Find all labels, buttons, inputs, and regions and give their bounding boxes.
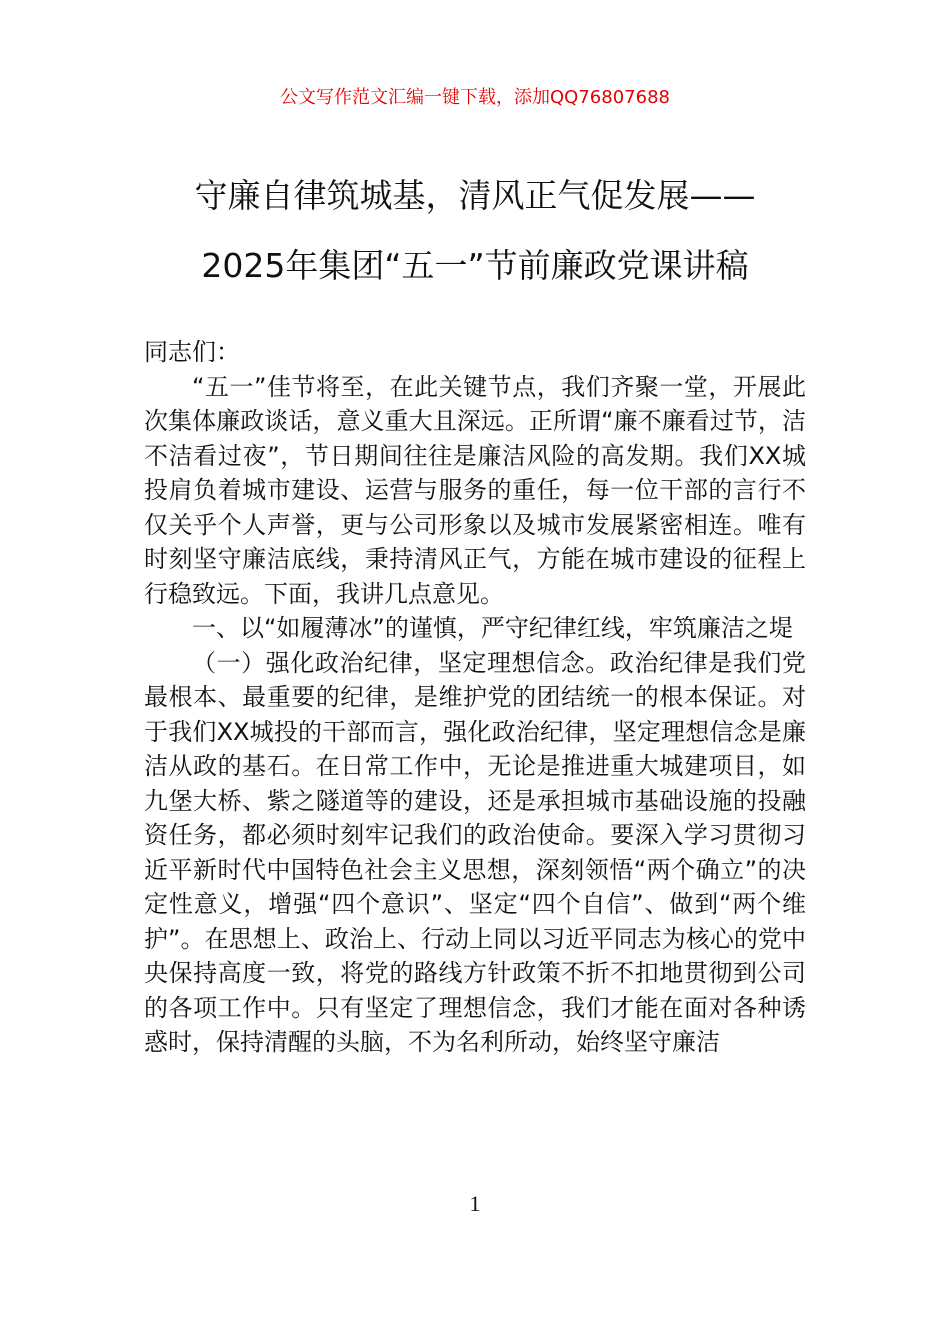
salutation: 同志们：: [144, 338, 240, 366]
header-download-note: 公文写作范文汇编一键下载，添加QQ76807688: [280, 87, 670, 108]
document-title-line-2: 2025年集团“五一”节前廉政党课讲稿: [201, 246, 749, 285]
document-title-line-1: 守廉自律筑城基，清风正气促发展——: [194, 176, 756, 215]
document-body: [144, 335, 806, 1060]
paragraph-intro: “五一”佳节将至，在此关键节点，我们齐聚一堂，开展此次集体廉政谈话，意义重大且深远。正所谓“廉不廉看过节，洁不洁看过夜”，节日期间往往是廉洁风险的高发期。我们XX城投肩负着城市建设、运营与服务的重任，每一位干部的言行不仅关乎个人声誉，更与公司形象以及城市发展紧密相连。唯有时刻坚守廉洁底线，秉持清风正气，方能在城市建设的征程上行稳致远。下面，我讲几点意见。: [144, 372, 806, 608]
page-number: 1: [469, 1191, 481, 1216]
paragraph-political-discipline: （一）强化政治纪律，坚定理想信念。政治纪律是我们党最根本、最重要的纪律，是维护党的团结统一的根本保证。对于我们XX城投的干部而言，强化政治纪律，坚定理想信念是廉洁从政的基石。在日常工作中，无论是推进重大城建项目，如九堡大桥、紫之隧道等的建设，还是承担城市基础设施的投融资任务，都必须时刻牢记我们的政治使命。要深入学习贯彻习近平新时代中国特色社会主义思想，深刻领悟“两个确立”的决定性意义，增强“四个意识”、坚定“四个自信”、做到“两个维护”。在思想上、政治上、行动上同以习近平同志为核心的党中央保持高度一致，将党的路线方针政策不折不扣地贯彻到公司的各项工作中。只有坚定了理想信念，我们才能在面对各种诱惑时，保持清醒的头脑，不为名利所动，始终坚守廉洁: [144, 648, 806, 1056]
section-heading-1: 一、以“如履薄冰”的谨慎，严守纪律红线，牢筑廉洁之堤: [192, 614, 793, 642]
